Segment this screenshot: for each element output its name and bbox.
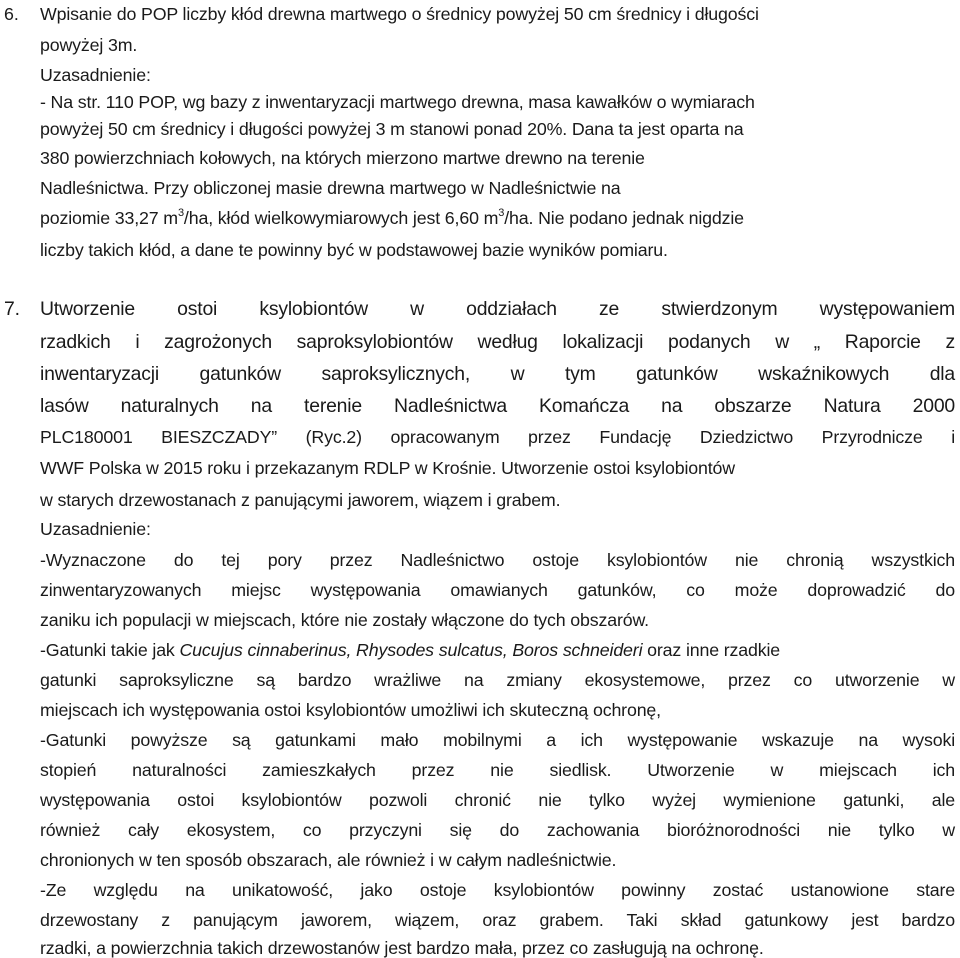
item-7-line-19: chronionych w ten sposób obszarach, ale również i w całym nadleśnictwie. [40, 850, 617, 870]
item-7-line-16: stopień naturalności zamieszkałych przez nie siedlisk. Utworzenie w miejscach ich [40, 760, 955, 780]
superscript: 3 [498, 207, 505, 219]
item-7-line-7: w starych drzewostanach z panującymi jaworem, wiązem i grabem. [40, 490, 561, 510]
item-number-7: 7. [4, 298, 20, 320]
text-fragment: oraz inne rzadkie [642, 640, 781, 660]
item-7-line-15: -Gatunki powyższe są gatunkami mało mobilnymi a ich występowanie wskazuje na wysoki [40, 730, 955, 750]
item-6-line-7: Nadleśnictwa. Przy obliczonej masie drewna martwego w Nadleśnictwie na [40, 178, 621, 198]
text-fragment: /ha, kłód wielkowymiarowych jest 6,60 m [183, 208, 499, 228]
item-6-line-8 [40, 207, 744, 228]
item-6-line-6: 380 powierzchniach kołowych, na których mierzono martwe drewno na terenie [40, 148, 645, 168]
item-6-line-1: Wpisanie do POP liczby kłód drewna martwego o średnicy powyżej 50 cm średnicy i długości [40, 4, 759, 24]
item-6-line-4: - Na str. 110 POP, wg bazy z inwentaryzacji martwego drewna, masa kawałków o wymiarach [40, 92, 755, 112]
item-7-line-20: -Ze względu na unikatowość, jako ostoje ksylobiontów powinny zostać ustanowione stare [40, 880, 955, 900]
item-7-line-4: lasów naturalnych na terenie Nadleśnictwa Komańcza na obszarze Natura 2000 [40, 395, 955, 417]
item-7-line-17: występowania ostoi ksylobiontów pozwoli chronić nie tylko wyżej wymienione gatunki, ale [40, 790, 955, 810]
text-fragment: /ha. Nie podano jednak nigdzie [504, 208, 744, 228]
item-7-line-13: gatunki saproksyliczne są bardzo wrażliwe na zmiany ekosystemowe, przez co utworzenie w [40, 670, 955, 690]
item-6-line-9: liczby takich kłód, a dane te powinny być w podstawowej bazie wyników pomiaru. [40, 240, 668, 260]
item-6-line-2: powyżej 3m. [40, 35, 138, 55]
justification-label: Uzasadnienie: [40, 65, 151, 85]
species-names: Cucujus cinnaberinus, Rhysodes sulcatus, Boros schneideri [179, 640, 643, 660]
text-fragment: -Gatunki takie jak [40, 640, 180, 660]
item-7-line-2: rzadkich i zagrożonych saproksylobiontów według lokalizacji podanych w „ Raporcie z [40, 331, 955, 353]
item-7-line-10: zinwentaryzowanych miejsc występowania omawianych gatunków, co może doprowadzić do [40, 580, 955, 600]
item-7-line-18: również cały ekosystem, co przyczyni się do zachowania bioróżnorodności nie tylko w [40, 820, 955, 840]
item-7-line-3: inwentaryzacji gatunków saproksylicznych, w tym gatunków wskaźnikowych dla [40, 363, 955, 385]
item-6-line-5: powyżej 50 cm średnicy i długości powyżej 3 m stanowi ponad 20%. Dana ta jest oparta na [40, 119, 744, 139]
item-7-line-21: drzewostany z panującym jaworem, wiązem, oraz grabem. Taki skład gatunkowy jest bardzo [40, 910, 955, 930]
text-fragment: poziomie 33,27 m [40, 208, 178, 228]
item-7-line-9: -Wyznaczone do tej pory przez Nadleśnictwo ostoje ksylobiontów nie chronią wszystkich [40, 550, 955, 570]
item-7-line-6: WWF Polska w 2015 roku i przekazanym RDLP w Krośnie. Utworzenie ostoi ksylobiontów [40, 458, 735, 478]
item-7-line-22: rzadki, a powierzchnia takich drzewostanów jest bardzo mała, przez co zasługują na ochronę. [40, 938, 764, 958]
item-7-line-14: miejscach ich występowania ostoi ksylobiontów umożliwi ich skuteczną ochronę, [40, 700, 661, 720]
item-number-6: 6. [4, 4, 19, 24]
item-7-line-5: PLC180001 BIESZCZADY” (Ryc.2) opracowanym przez Fundację Dziedzictwo Przyrodnicze i [40, 427, 955, 447]
item-7-line-1: Utworzenie ostoi ksylobiontów w oddziałach ze stwierdzonym występowaniem [40, 298, 955, 320]
justification-label: Uzasadnienie: [40, 519, 151, 539]
superscript: 3 [177, 207, 184, 219]
item-7-line-12 [40, 642, 780, 660]
item-7-line-11: zaniku ich populacji w miejscach, które nie zostały włączone do tych obszarów. [40, 610, 649, 630]
